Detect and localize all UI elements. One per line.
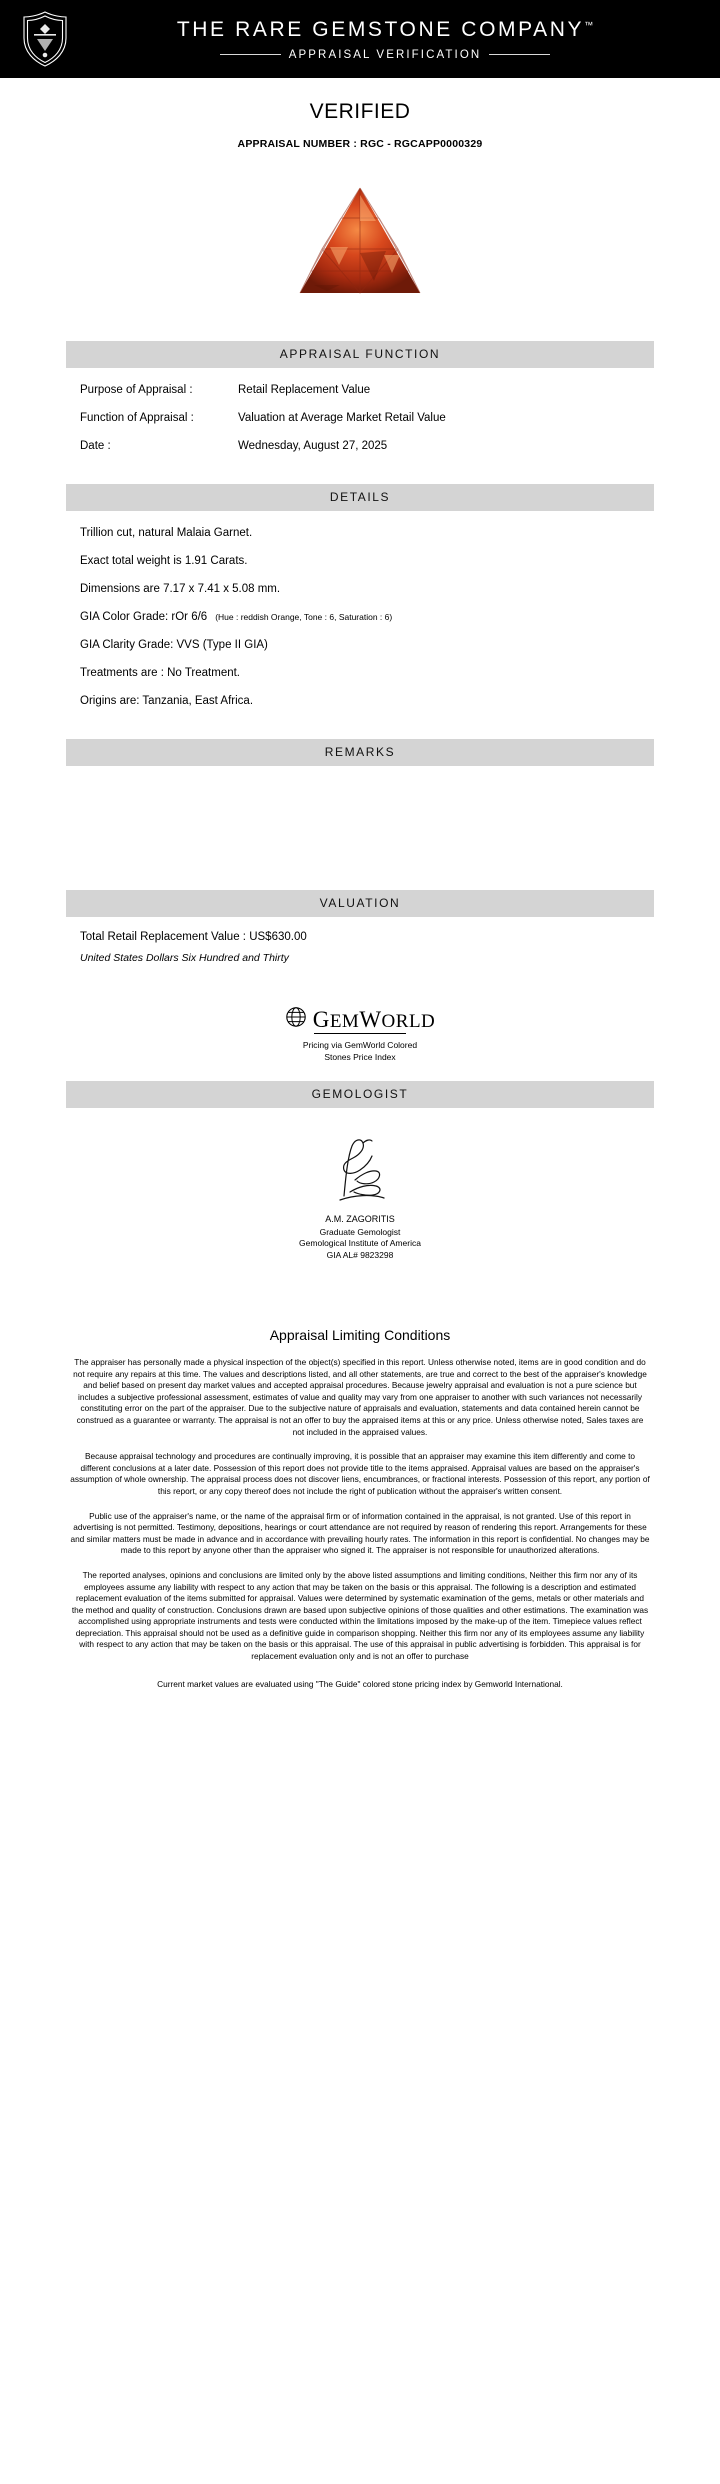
valuation-amount: US$630.00 [249,931,307,943]
gemologist-name: A.M. ZAGORITIS [325,1214,395,1224]
function-label: Function of Appraisal : [80,412,194,424]
subbrand-text: APPRAISAL VERIFICATION [288,48,482,61]
section-header-details: DETAILS [66,484,654,511]
logo-underline [314,1033,406,1034]
document-body [0,100,720,1755]
page-title: VERIFIED [309,100,411,123]
gemologist-institute: Gemological Institute of America [299,1238,421,1248]
limiting-conditions-final-note: Current market values are evaluated using "The Guide" colored stone pricing index by Gemworld International. [157,1678,563,1689]
limiting-conditions-paragraph: The appraiser has personally made a physical inspection of the object(s) specified in this report. Unless otherwise noted, items are in good condition and do not require any repairs at this time. The values and descriptions listed, and all other statements, are true and correct to the best of the appraiser's knowledge and belief based on present day market values and accepted appraisal procedures. Because jewelry appraisal and evaluation is not a pure science but includes a subjective professional assessment, estimates of value and quality may vary from one appraiser to another with such variances not necessarily constituting error on the part of the appraiser. Due to the subjective nature of appraisals and evaluation, statements and data contained herein cannot be construed as a guarantee or warranty. The appraisal is not an offer to buy the appraised items at this or any price. Unless otherwise noted, Sales taxes are not included in the appraised values. [73,1357,647,1437]
section-header-gemologist: GEMOLOGIST [66,1081,654,1108]
gemologist-title: Graduate Gemologist [319,1226,401,1237]
section-header-appraisal-function: APPRAISAL FUNCTION [66,341,654,368]
gemworld-logo [285,1006,436,1033]
detail-color-grade-text: GIA Color Grade: rOr 6/6 [80,611,208,623]
detail-origins: Origins are: Tanzania, East Africa. [80,695,254,707]
heraldic-shield-crest-icon [18,8,72,70]
table-row [80,436,640,457]
valuation-total-row [80,931,640,943]
date-value: Wednesday, August 27, 2025 [238,440,388,452]
remarks-body [66,766,654,872]
details-body [66,511,654,721]
section-header-valuation: VALUATION [66,890,654,917]
detail-dimensions: Dimensions are 7.17 x 7.41 x 5.08 mm. [80,583,281,595]
gemworld-orld: ORLD [381,1010,436,1032]
brand-title [177,18,593,42]
detail-color-grade [80,607,640,628]
rule-right [489,54,550,55]
table-row [80,408,640,429]
gemologist-info [66,1214,654,1261]
limiting-conditions-paragraph: Because appraisal technology and procedures are continually improving, it is possible that an appraiser may examine this item differently and come to different conclusions at a later date. Possession of this report does not provide title to the items appraised. Appraisal values are based on the appraiser's assumption of whole ownership. The appraisal process does not discover liens, encumbrances, or fractional interests. Possession of this report, any portion of this report, or any copy thereof does not include the right of publication without the appraiser's written consent. [70,1451,650,1496]
function-value: Valuation at Average Market Retail Value [238,412,446,424]
pricing-caption [66,1039,654,1063]
subbrand-row [220,49,550,61]
valuation-label: Total Retail Replacement Value : [80,931,246,943]
pricing-source-block [66,1006,654,1063]
purpose-label: Purpose of Appraisal : [80,384,193,396]
detail-weight: Exact total weight is 1.91 Carats. [80,555,248,567]
gemworld-em: EM [329,1010,360,1032]
gemologist-license: GIA AL# 9823298 [326,1249,394,1260]
section-header-remarks: REMARKS [66,739,654,766]
purpose-value: Retail Replacement Value [238,384,371,396]
rule-left [220,54,281,55]
gemworld-g: G [312,1006,330,1032]
header-titles [90,18,720,61]
gemworld-wordmark [313,1007,436,1033]
valuation-amount-words: United States Dollars Six Hundred and Thirty [80,952,289,964]
gemstone-photo [66,168,654,323]
globe-icon [285,1006,307,1033]
detail-treatments: Treatments are : No Treatment. [80,667,240,679]
document-header [0,0,720,78]
bottom-spacer [66,1703,654,1755]
table-row [80,380,640,401]
brand-title-text: THE RARE GEMSTONE COMPANY [176,17,585,41]
pricing-caption-line-2: Stones Price Index [324,1052,396,1062]
trademark-symbol: ™ [584,19,594,30]
valuation-body [66,917,654,964]
trillion-gem-icon [296,185,424,307]
appraisal-number: APPRAISAL NUMBER : RGC - RGCAPP0000329 [237,138,483,150]
detail-clarity-grade: GIA Clarity Grade: VVS (Type II GIA) [80,639,268,651]
signature-image [66,1132,654,1206]
limiting-conditions-paragraph: Public use of the appraiser's name, or the name of the appraisal firm or of information contained in the appraisal, is not granted. Use of this report in advertising is not permitted. Testimony, depositions, hearings or court attendance are not required by reason of rendering this report. Arrangements for these and similar matters must be made in advance and in accordance with prevailing hourly rates. The information in this report is confidential. No changes may be made to this report by anyone other than the appraiser who signed it. The appraiser is not responsible for unauthorized alterations. [70,1510,650,1556]
detail-cut: Trillion cut, natural Malaia Garnet. [80,527,253,539]
gemworld-w: W [359,1006,382,1032]
appraisal-function-body [66,368,654,466]
limiting-conditions-paragraph: The reported analyses, opinions and conclusions are limited only by the above listed assumptions and limiting conditions, Neither this firm nor any of its employees assume any liability with respect to any action that may be taken on the basis or this appraisal. The following is a description and estimated replacement evaluation of the items submitted for appraisal. Values were determined by systematic examination of the gems, metals or other materials and the method and quality of construction. Conclusions drawn are based upon subjective opinions of those qualities and other estimations. The examination was accomplished using appropriate instruments and tests were conducted within the limitations imposed by the make-up of the item. Timepiece values reflect depreciation. This appraisal should not be used as a definitive guide in comparison shopping. Neither this firm nor any of its employees assume any liability with respect to any action that may be taken on the basis or this appraisal. The use of this appraisal in public advertising is forbidden. This appraisal is for replacement evaluation only and is not an offer to purchase [71,1569,649,1662]
pricing-caption-line-1: Pricing via GemWorld Colored [302,1040,418,1050]
date-label: Date : [80,440,111,452]
detail-color-note: (Hue : reddish Orange, Tone : 6, Saturation : 6) [215,612,393,622]
limiting-conditions-title: Appraisal Limiting Conditions [269,1327,451,1343]
